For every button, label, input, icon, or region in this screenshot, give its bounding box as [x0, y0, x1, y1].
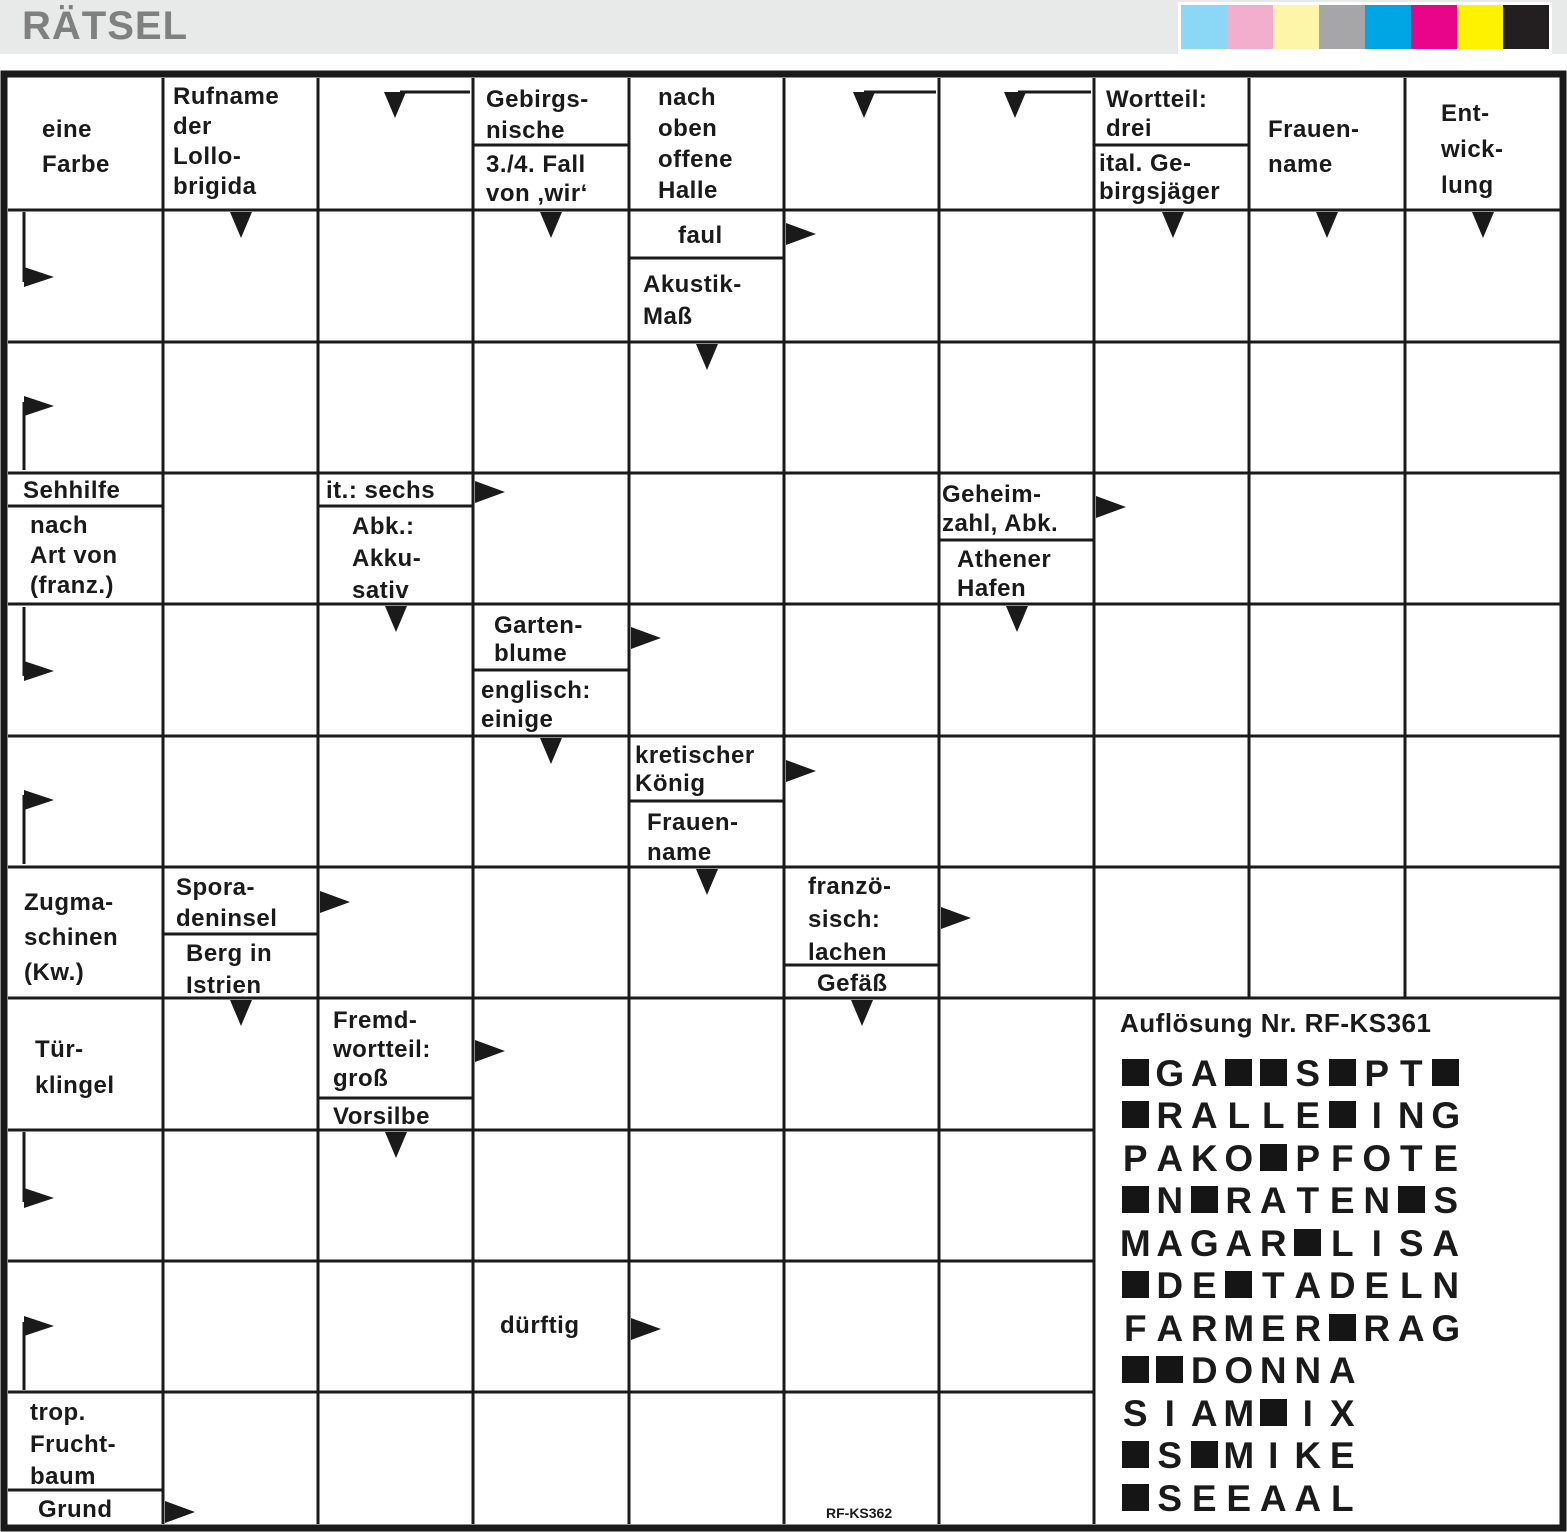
solution-row [1118, 1052, 1463, 1095]
black-square-icon [1260, 1144, 1287, 1171]
clue-frauenname-1: Frauen- name [1268, 116, 1360, 178]
solution-letter: P [1295, 1137, 1321, 1179]
black-square-icon [1329, 1314, 1356, 1341]
solution-row [1118, 1180, 1463, 1223]
solution-block [1118, 1267, 1153, 1304]
solution-letter: M [1223, 1435, 1255, 1477]
arrow-down-icon [853, 92, 875, 118]
solution-letter: G [1189, 1222, 1219, 1264]
clue-faul: faul [678, 222, 723, 249]
arrow-down-icon [384, 92, 406, 118]
arrow-down-icon [1004, 92, 1026, 118]
solution-letter: T [1296, 1180, 1320, 1222]
solution-letter: A [1259, 1477, 1287, 1519]
solution-letter: T [1399, 1137, 1423, 1179]
solution-letter: A [1294, 1265, 1322, 1307]
solution-letter: R [1363, 1307, 1391, 1349]
solution-letter: R [1190, 1307, 1218, 1349]
page-title: RÄTSEL [22, 4, 188, 48]
clue-athener-hafen: Athener Hafen [957, 546, 1052, 602]
arrow-right-icon [941, 907, 971, 929]
solution-letter: A [1156, 1307, 1184, 1349]
clue-gartenblume: Garten- blume [494, 612, 583, 667]
solution-block [1118, 1097, 1153, 1134]
clue-rufname: Rufname der Lollo- brigida [173, 83, 280, 200]
arrow-down-icon [540, 738, 562, 764]
clue-dritter-vierter-fall: 3./4. Fall von ‚wir‘ [486, 151, 588, 207]
black-square-icon [1225, 1059, 1252, 1086]
arrow-right-icon [786, 223, 816, 245]
solution-letter: G [1431, 1095, 1461, 1137]
solution-letter: E [1433, 1137, 1459, 1179]
solution-title: Auflösung Nr. RF-KS361 [1120, 1008, 1432, 1038]
solution-row [1118, 1095, 1463, 1138]
solution-letter: O [1362, 1137, 1392, 1179]
solution-block [1118, 1437, 1153, 1474]
solution-letter: I [1268, 1435, 1279, 1477]
solution-block [1222, 1055, 1257, 1092]
solution-block [1325, 1097, 1360, 1134]
black-square-icon [1191, 1441, 1218, 1468]
arrow-corner-right-icon [24, 790, 54, 810]
solution-letter: A [1225, 1222, 1253, 1264]
solution-letter: R [1259, 1222, 1287, 1264]
arrow-down-icon [696, 869, 718, 895]
clue-zugmaschinen: Zugma- schinen (Kw.) [24, 889, 119, 986]
black-square-icon [1191, 1186, 1218, 1213]
solution-letter: F [1123, 1307, 1147, 1349]
solution-letter: N [1156, 1180, 1184, 1222]
solution-letter: R [1156, 1095, 1184, 1137]
arrow-corner-right-icon [24, 661, 54, 681]
solution-letter: I [1302, 1392, 1313, 1434]
solution-block [1256, 1140, 1291, 1177]
solution-letter: D [1190, 1350, 1218, 1392]
solution-letter: T [1399, 1052, 1423, 1094]
solution-letter: O [1224, 1137, 1254, 1179]
solution-letter: E [1295, 1095, 1321, 1137]
arrow-corner-right-icon [24, 1316, 54, 1336]
solution-row [1118, 1137, 1463, 1180]
solution-letter: L [1330, 1477, 1354, 1519]
solution-letter: A [1432, 1222, 1460, 1264]
solution-letter: K [1294, 1435, 1322, 1477]
solution-letter: M [1119, 1222, 1151, 1264]
arrow-right-icon [475, 1040, 505, 1062]
solution-block [1118, 1352, 1153, 1389]
solution-row [1118, 1307, 1463, 1350]
solution-letter: L [1227, 1095, 1251, 1137]
solution-row [1118, 1477, 1463, 1520]
clue-geheimzahl: Geheim- zahl, Abk. [942, 481, 1059, 537]
clue-nach-art-von: nach Art von (franz.) [30, 512, 118, 599]
solution-letter: I [1371, 1222, 1382, 1264]
clue-duerftig: dürftig [500, 1312, 580, 1339]
solution-letter: M [1223, 1307, 1255, 1349]
solution-letter: L [1330, 1222, 1354, 1264]
puzzle-code: RF-KS362 [826, 1505, 893, 1521]
arrow-down-icon [540, 212, 562, 238]
clue-gebirgsnische: Gebirgs- nische [486, 86, 589, 144]
arrow-right-icon [165, 1501, 195, 1523]
clue-grund: Grund [38, 1496, 113, 1523]
arrow-right-icon [631, 1318, 661, 1340]
solution-block [1325, 1310, 1360, 1347]
solution-letter: A [1156, 1222, 1184, 1264]
solution-letter: G [1155, 1052, 1185, 1094]
solution-letter: F [1330, 1137, 1354, 1179]
solution-letter: E [1329, 1435, 1355, 1477]
arrow-corner-right-icon [24, 1188, 54, 1208]
black-square-icon [1329, 1059, 1356, 1086]
arrow-right-icon [475, 481, 505, 503]
solution-letter: T [1261, 1265, 1285, 1307]
solution-letter: N [1397, 1095, 1425, 1137]
solution-letter: D [1156, 1265, 1184, 1307]
solution-letter: A [1294, 1477, 1322, 1519]
solution-letter: N [1432, 1265, 1460, 1307]
solution-block [1118, 1182, 1153, 1219]
black-square-icon [1329, 1101, 1356, 1128]
solution-letter: S [1157, 1477, 1183, 1519]
solution-letter: A [1397, 1307, 1425, 1349]
solution-letter: A [1190, 1392, 1218, 1434]
solution-letter: S [1122, 1392, 1148, 1434]
clue-tuerklingel: Tür- klingel [35, 1036, 115, 1099]
solution-letter: E [1191, 1477, 1217, 1519]
solution-letter: I [1164, 1392, 1175, 1434]
arrow-down-icon [230, 1000, 252, 1026]
black-square-icon [1122, 1356, 1149, 1383]
solution-block [1187, 1182, 1222, 1219]
solution-letter: P [1122, 1137, 1148, 1179]
solution-block [1256, 1395, 1291, 1432]
clue-eine-farbe: eine Farbe [42, 116, 110, 178]
black-square-icon [1122, 1271, 1149, 1298]
black-square-icon [1156, 1356, 1183, 1383]
black-square-icon [1432, 1059, 1459, 1086]
black-square-icon [1122, 1484, 1149, 1511]
solution-letter: D [1328, 1265, 1356, 1307]
solution-letter: P [1364, 1052, 1390, 1094]
solution-letter: E [1226, 1477, 1252, 1519]
solution-letter: N [1294, 1350, 1322, 1392]
solution-block [1291, 1225, 1326, 1262]
solution-row [1118, 1435, 1463, 1478]
solution-letter: L [1399, 1265, 1423, 1307]
solution-letter: A [1328, 1350, 1356, 1392]
clue-vorsilbe: Vorsilbe [333, 1103, 430, 1130]
arrow-down-icon [385, 606, 407, 632]
clue-sporadeninsel: Spora- deninsel [176, 874, 278, 932]
solution-letter: I [1371, 1095, 1382, 1137]
arrow-down-icon [1316, 212, 1338, 238]
arrow-right-icon [1096, 496, 1126, 518]
clue-akkusativ: Abk.: Akku- sativ [352, 513, 422, 604]
solution-letter: X [1329, 1392, 1355, 1434]
black-square-icon [1260, 1399, 1287, 1426]
solution-letter: M [1223, 1392, 1255, 1434]
solution-letter: N [1259, 1350, 1287, 1392]
solution-row [1118, 1265, 1463, 1308]
solution-row [1118, 1222, 1463, 1265]
arrow-right-icon [786, 760, 816, 782]
solution-row [1118, 1350, 1463, 1393]
solution-letter: E [1191, 1265, 1217, 1307]
solution-letter: K [1190, 1137, 1218, 1179]
solution-block [1118, 1480, 1153, 1517]
clue-entwicklung: Ent- wick- lung [1441, 100, 1504, 199]
black-square-icon [1294, 1229, 1321, 1256]
solution-block [1118, 1055, 1153, 1092]
solution-block [1325, 1055, 1360, 1092]
clue-gefaess: Gefäß [817, 970, 888, 997]
solution-grid [1118, 1052, 1463, 1520]
clue-halle: nach oben offene Halle [658, 84, 733, 204]
solution-letter: O [1224, 1350, 1254, 1392]
solution-row [1118, 1392, 1463, 1435]
solution-block [1394, 1182, 1429, 1219]
solution-letter: A [1156, 1137, 1184, 1179]
clue-englisch-einige: englisch: einige [481, 677, 591, 733]
solution-letter: S [1433, 1180, 1459, 1222]
arrow-corner-right-icon [24, 267, 54, 287]
solution-letter: R [1294, 1307, 1322, 1349]
arrow-down-icon [385, 1132, 407, 1158]
solution-letter: A [1190, 1052, 1218, 1094]
solution-letter: S [1157, 1435, 1183, 1477]
solution-letter: L [1261, 1095, 1285, 1137]
arrow-right-icon [320, 891, 350, 913]
black-square-icon [1225, 1271, 1252, 1298]
arrow-down-icon [851, 1000, 873, 1026]
solution-block [1222, 1267, 1257, 1304]
solution-letter: A [1259, 1180, 1287, 1222]
clue-akustik: Akustik- Maß [643, 271, 742, 330]
clue-fruchtbaum: trop. Frucht- baum [30, 1399, 117, 1490]
clue-it-sechs: it.: sechs [326, 477, 436, 504]
solution-letter: A [1190, 1095, 1218, 1137]
black-square-icon [1122, 1186, 1149, 1213]
clue-berg-istrien: Berg in Istrien [186, 940, 273, 999]
black-square-icon [1122, 1059, 1149, 1086]
arrow-right-icon [631, 627, 661, 649]
solution-letter: G [1431, 1307, 1461, 1349]
black-square-icon [1122, 1101, 1149, 1128]
black-square-icon [1398, 1186, 1425, 1213]
solution-letter: S [1398, 1222, 1424, 1264]
solution-letter: R [1225, 1180, 1253, 1222]
clue-gebirgsjaeger: ital. Ge- birgsjäger [1099, 150, 1221, 205]
solution-block [1153, 1352, 1188, 1389]
arrow-down-icon [1472, 212, 1494, 238]
solution-letter: E [1329, 1180, 1355, 1222]
arrow-down-icon [1006, 606, 1028, 632]
solution-letter: N [1363, 1180, 1391, 1222]
solution-block [1429, 1055, 1464, 1092]
clue-fremdwortteil: Fremd- wortteil: groß [333, 1007, 431, 1092]
solution-block [1187, 1437, 1222, 1474]
arrow-down-icon [696, 344, 718, 370]
solution-letter: E [1364, 1265, 1390, 1307]
clue-wortteil-drei: Wortteil: drei [1106, 86, 1208, 142]
clue-kretischer-koenig: kretischer König [635, 742, 755, 797]
clue-frauenname-2: Frauen- name [647, 809, 739, 866]
arrow-down-icon [1162, 212, 1184, 238]
solution-letter: E [1260, 1307, 1286, 1349]
arrow-corner-right-icon [24, 396, 54, 416]
arrow-down-icon [230, 212, 252, 238]
black-square-icon [1260, 1059, 1287, 1086]
clue-lachen: franzö- sisch: lachen [808, 873, 892, 966]
solution-block [1256, 1055, 1291, 1092]
clue-sehhilfe: Sehhilfe [23, 477, 121, 504]
black-square-icon [1122, 1441, 1149, 1468]
solution-letter: S [1295, 1052, 1321, 1094]
